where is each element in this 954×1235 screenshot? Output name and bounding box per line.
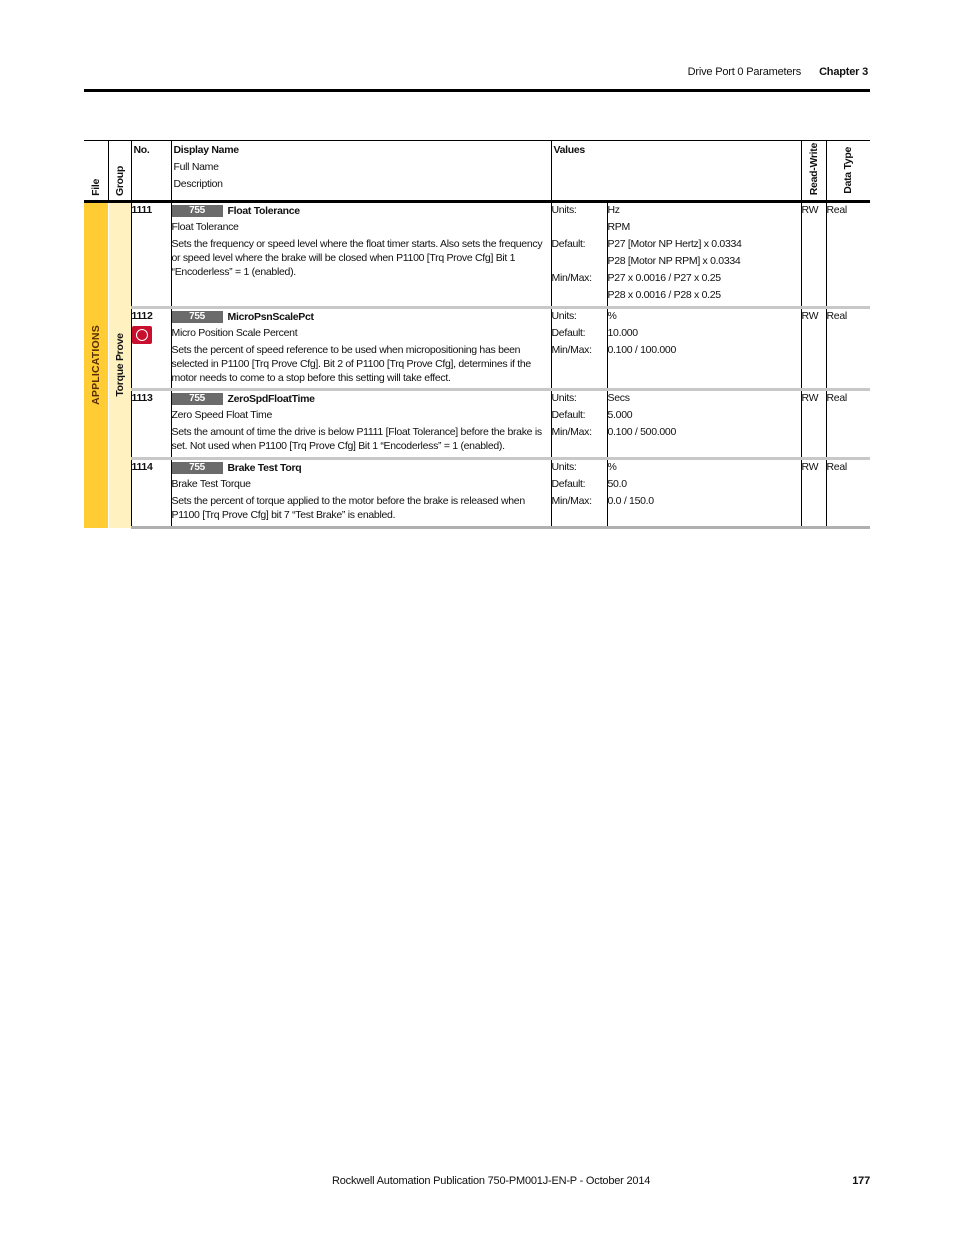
col-header-read-write: Read-Write [801, 141, 826, 202]
value-labels: Units: Default: Min/Max: [551, 390, 607, 459]
param-full-name: Float Tolerance [171, 221, 239, 233]
value-fields: % 50.0 0.0 / 150.0 [607, 459, 801, 528]
running-header [688, 66, 868, 78]
param-read-write: RW [801, 459, 826, 528]
col-header-display-name: Display Name Full Name Description [171, 141, 551, 202]
param-full-name: Zero Speed Float Time [171, 409, 272, 421]
param-data-type: Real [826, 202, 870, 308]
col-header-group: Group [108, 141, 131, 202]
header-chapter: Chapter 3 [819, 66, 868, 78]
file-band: APPLICATIONS [84, 202, 108, 528]
param-number-cell [131, 308, 171, 390]
param-display [171, 202, 551, 308]
param-data-type: Real [826, 459, 870, 528]
param-description: Sets the frequency or speed level where the float timer starts. Also sets the frequency or speed level where the brake will be closed when P1100 [Trq Prove Cfg] Bit 1 “Encoderless” = 1 (enabled). [171, 238, 543, 278]
header-rule [84, 89, 870, 92]
drive-755-tag: 755 [172, 393, 223, 405]
param-display [171, 459, 551, 528]
table-row [84, 202, 870, 308]
param-number: 1112 [131, 310, 153, 322]
value-labels: Units: Default: Min/Max: [551, 308, 607, 390]
value-labels: Units: Default: Min/Max: [551, 459, 607, 528]
value-fields: % 10.000 0.100 / 100.000 [607, 308, 801, 390]
param-display-name: Brake Test Torq [227, 461, 302, 474]
param-data-type: Real [826, 308, 870, 390]
param-display-name: MicroPsnScalePct [227, 310, 314, 323]
col-header-no: No. [131, 141, 171, 202]
param-read-write: RW [801, 308, 826, 390]
group-band: Torque Prove [108, 202, 131, 528]
param-description: Sets the percent of speed reference to be used when micropositioning has been selected in P1100 [Trq Prove Cfg]. Bit 2 of P1100 [Trq Prove Cfg], determines if the motor needs to come to a stop before this setting will take effect. [171, 344, 531, 384]
drive-755-tag: 755 [172, 462, 223, 474]
safety-circle-icon [132, 326, 152, 344]
param-display [171, 308, 551, 390]
drive-755-tag: 755 [172, 205, 223, 217]
table-row [84, 308, 870, 390]
table-row [84, 390, 870, 459]
param-display-name: Float Tolerance [227, 204, 300, 217]
param-display-name: ZeroSpdFloatTime [227, 392, 315, 405]
footer-publication: Rockwell Automation Publication 750-PM001J-EN-P - October 2014 [332, 1175, 651, 1187]
param-full-name: Micro Position Scale Percent [171, 327, 298, 339]
drive-755-tag: 755 [172, 311, 223, 323]
param-full-name: Brake Test Torque [171, 478, 251, 490]
parameter-table [84, 140, 870, 529]
col-header-data-type: Data Type [826, 141, 870, 202]
param-description: Sets the percent of torque applied to the motor before the brake is released when P1100 [Trq Prove Cfg] bit 7 “Test Brake” is enabled. [171, 495, 525, 521]
param-number: 1113 [131, 390, 171, 459]
col-header-file: File [84, 141, 108, 202]
param-data-type: Real [826, 390, 870, 459]
value-fields: Secs 5.000 0.100 / 500.000 [607, 390, 801, 459]
param-display [171, 390, 551, 459]
param-description: Sets the amount of time the drive is below P1111 [Float Tolerance] before the brake is set. Not used when P1100 [Trq Prove Cfg] Bit 1 “Encoderless” = 1 (enabled). [171, 426, 542, 452]
table-row [84, 459, 870, 528]
header-section: Drive Port 0 Parameters [687, 66, 802, 78]
param-number: 1111 [131, 202, 171, 308]
table-header-row [84, 141, 870, 202]
col-header-values: Values [551, 141, 801, 202]
value-labels: Units: Default: Min/Max: [551, 202, 607, 308]
page-number: 177 [852, 1175, 870, 1187]
param-read-write: RW [801, 202, 826, 308]
param-number: 1114 [131, 459, 171, 528]
param-read-write: RW [801, 390, 826, 459]
value-fields: Hz RPM P27 [Motor NP Hertz] x 0.0334 P28 [Motor NP RPM] x 0.0334 P27 x 0.0016 / P27 x 0.25 P28 x 0.0016 / P28 x 0.25 [607, 202, 801, 308]
